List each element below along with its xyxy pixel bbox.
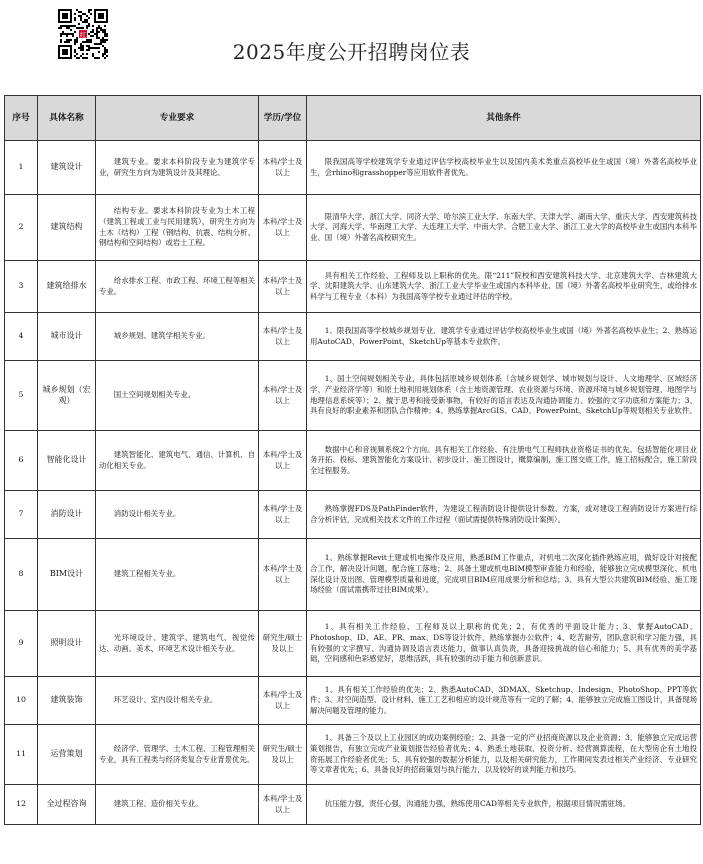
other-conditions: 1、国土空间规划相关专业，具体包括原城乡规划体系（含城乡规划学、城市规划与设计、人文地理学、区域经济学、产业经济学等）和原土地利用规划体系（含土地资源管理、农业资源与环境、资源环境与城乡规划管理、地图学与地理信息系统等）；2、擅于思考和接受新事物，有较好的语言表达及沟通协调能力、较强的文字功底和方案能力；3、具有良好的职业素养和团队合作精神；4、熟练掌握ArcGIS、CAD、PowerPoint、SketchUp等规划相关专业软件。	[307, 361, 701, 431]
position-name: 城乡规划（宏观）	[38, 361, 96, 431]
education-requirement: 本科/学士及以上	[259, 261, 307, 313]
header-major: 专业要求	[96, 96, 259, 141]
education-requirement: 本科/学士及以上	[259, 195, 307, 261]
other-conditions: 1、具有相关工作经验的优先；2、熟悉AutoCAD、3DMAX、Sketchup、Indesign、PhotoShop、PPT等软件；3、对空间造型、设计材料、施工工艺和相应的设计规范等有一定的了解；4、能够独立完成施工图设计，具备现场解决问题及管理的能力。	[307, 677, 701, 725]
table-row	[5, 261, 701, 313]
major-requirement: 建筑智能化、建筑电气、通信、计算机、自动化相关专业。	[96, 431, 259, 491]
major-requirement: 建筑工程相关专业。	[96, 539, 259, 611]
other-conditions: 1、熟练掌握Revit土建或机电操作及应用，熟悉BIM工作重点，对机电二次深化插件熟练应用，做好设计对接配合工作，解决设计问题，配合施工落地；2、具备土建或机电BIM模型审查能力和经验，能够独立完成模型深化、机电深化设计及出图、管理模型质量和进度，完成项目BIM应用成果分析和总结；3、具有大型公共建筑BIM经验、施工现场经验（面试需携带过往BIM成果）。	[307, 539, 701, 611]
row-number: 11	[5, 725, 38, 785]
row-number: 1	[5, 141, 38, 195]
row-number: 4	[5, 313, 38, 361]
major-requirement: 消防设计相关专业。	[96, 491, 259, 539]
table-row	[5, 313, 701, 361]
position-name: 运营策划	[38, 725, 96, 785]
other-conditions: 熟练掌握FDS及PathFinder软件，为建设工程消防设计提供设计参数、方案，或对建设工程消防设计方案进行综合分析评估，完成相关技术文件的工作过程（面试需提供特殊消防设计案例）。	[307, 491, 701, 539]
header-no: 序号	[5, 96, 38, 141]
position-name: 建筑给排水	[38, 261, 96, 313]
other-conditions: 1、具有相关工作经验、工程师及以上职称的优先；2、有优秀的平面设计能力；3、掌握AutoCAD、Photoshop、ID、AE、PR、max、DS等设计软件，熟练掌握办公软件；4、吃苦耐劳，团队意识和学习能力强，具有较强的文字撰写、沟通协调及语言表达能力，做事认真负责，具备迎接挑战的信心和能力；5、具有优秀的美学基础，空间感和色彩感觉好，思维活跃，具有较强的动手能力和创新意识。	[307, 611, 701, 677]
row-number: 8	[5, 539, 38, 611]
education-requirement: 本科/学士及以上	[259, 141, 307, 195]
table-row	[5, 677, 701, 725]
qr-badge-logo: 红	[79, 30, 87, 39]
row-number: 6	[5, 431, 38, 491]
position-name: 消防设计	[38, 491, 96, 539]
major-requirement: 环艺设计、室内设计相关专业。	[96, 677, 259, 725]
table-header-row	[5, 96, 701, 141]
education-requirement: 研究生/硕士及以上	[259, 725, 307, 785]
major-requirement: 光环境设计、建筑学、建筑电气、视觉传达、动画、美术、环境艺术设计相关专业。	[96, 611, 259, 677]
position-name: 照明设计	[38, 611, 96, 677]
major-requirement: 建筑工程、造价相关专业。	[96, 785, 259, 825]
position-name: 城市设计	[38, 313, 96, 361]
major-requirement: 结构专业。要求本科阶段专业为土木工程（建筑工程或工业与民用建筑），研究生方向为土木（结构）工程（钢结构、抗震、结构分析、钢结构和空间结构）或岩土工程。	[96, 195, 259, 261]
header-edu: 学历/学位	[259, 96, 307, 141]
education-requirement: 本科/学士及以上	[259, 539, 307, 611]
row-number: 3	[5, 261, 38, 313]
major-requirement: 经济学、管理学、土木工程、工程管理相关专业，具有工程类与经济类复合专业背景优先。	[96, 725, 259, 785]
table-row	[5, 141, 701, 195]
row-number: 10	[5, 677, 38, 725]
education-requirement: 本科/学士及以上	[259, 785, 307, 825]
page-title: 2025年度公开招聘岗位表	[232, 40, 471, 64]
education-requirement: 本科/学士及以上	[259, 313, 307, 361]
major-requirement: 建筑专业。要求本科阶段专业为建筑学专业，研究生方向为建筑设计及其理论。	[96, 141, 259, 195]
table-row	[5, 539, 701, 611]
education-requirement: 本科/学士及以上	[259, 431, 307, 491]
position-name: 建筑设计	[38, 141, 96, 195]
row-number: 5	[5, 361, 38, 431]
row-number: 12	[5, 785, 38, 825]
other-conditions: 限清华大学、浙江大学、同济大学、哈尔滨工业大学、东南大学、天津大学、湖南大学、重庆大学、西安建筑科技大学、河海大学、华南理工大学、大连理工大学、中南大学、合肥工业大学、浙江工业大学的高校毕业生或国内本科毕业、国（境）外著名高校研究生。	[307, 195, 701, 261]
education-requirement: 本科/学士及以上	[259, 677, 307, 725]
other-conditions: 限我国高等学校建筑学专业通过评估学校高校毕业生以及国内美术类重点高校毕业生或国（境）外著名高校毕业生，会rhino和grasshopper等应用软件者优先。	[307, 141, 701, 195]
position-name: BIM设计	[38, 539, 96, 611]
table-row	[5, 725, 701, 785]
table-row	[5, 195, 701, 261]
major-requirement: 给水排水工程、市政工程、环境工程等相关专业。	[96, 261, 259, 313]
table-row	[5, 361, 701, 431]
education-requirement: 本科/学士及以上	[259, 361, 307, 431]
row-number: 7	[5, 491, 38, 539]
major-requirement: 国土空间规划相关专业。	[96, 361, 259, 431]
header-name: 具体名称	[38, 96, 96, 141]
position-name: 全过程咨询	[38, 785, 96, 825]
table-row	[5, 431, 701, 491]
education-requirement: 研究生/硕士及以上	[259, 611, 307, 677]
other-conditions: 1、限我国高等学校城乡规划专业、建筑学专业通过评估学校高校毕业生或国（境）外著名高校毕业生；2、熟练运用AutoCAD、PowerPoint、SketchUp等基本专业软件。	[307, 313, 701, 361]
row-number: 2	[5, 195, 38, 261]
other-conditions: 1、具备三个及以上工业园区的成功案例经验；2、具备一定的产业招商资源以及企业资源；3、能够独立完成运营策划报告，有独立完成产业策划报告经验者优先；4、熟悉土地获取、投资分析、经营测算流程，在大型房企有土地投资拓展工作经验者优先；5、具有较强的数据分析能力，以及相关研究能力，工作期间发表过相关产业经济、专业研究等文章者优先；6、具备良好的招商策划与执行能力，以及较好的谈判能力和技巧。	[307, 725, 701, 785]
position-name: 建筑装饰	[38, 677, 96, 725]
table-row	[5, 611, 701, 677]
header-conditions: 其他条件	[307, 96, 701, 141]
row-number: 9	[5, 611, 38, 677]
major-requirement: 城乡规划、建筑学相关专业。	[96, 313, 259, 361]
position-name: 建筑结构	[38, 195, 96, 261]
position-name: 智能化设计	[38, 431, 96, 491]
other-conditions: 抗压能力强，责任心强，沟通能力强，熟练使用CAD等相关专业软件，根据项目情况需驻场。	[307, 785, 701, 825]
other-conditions: 具有相关工作经验、工程师及以上职称的优先。限“211”院校和西安建筑科技大学、北京建筑大学、吉林建筑大学、沈阳建筑大学、山东建筑大学、浙江工业大学毕业生或国内本科毕业、国（境）外著名高校毕业研究生，或给排水科学与工程专业（本科）为我国高等学校专业通过评估的学校。	[307, 261, 701, 313]
table-row	[5, 785, 701, 825]
other-conditions: 数据中心和音视频系统2个方向。具有相关工作经验、有注册电气工程师执业资格证书的优先。包括智能化项目业务开拓、投标、建筑智能化方案设计、初步设计、施工图设计，概算编制，施工图交底工作，施工招标配合，施工阶段全过程服务。	[307, 431, 701, 491]
jobs-table	[4, 95, 701, 825]
table-row	[5, 491, 701, 539]
education-requirement: 本科/学士及以上	[259, 491, 307, 539]
